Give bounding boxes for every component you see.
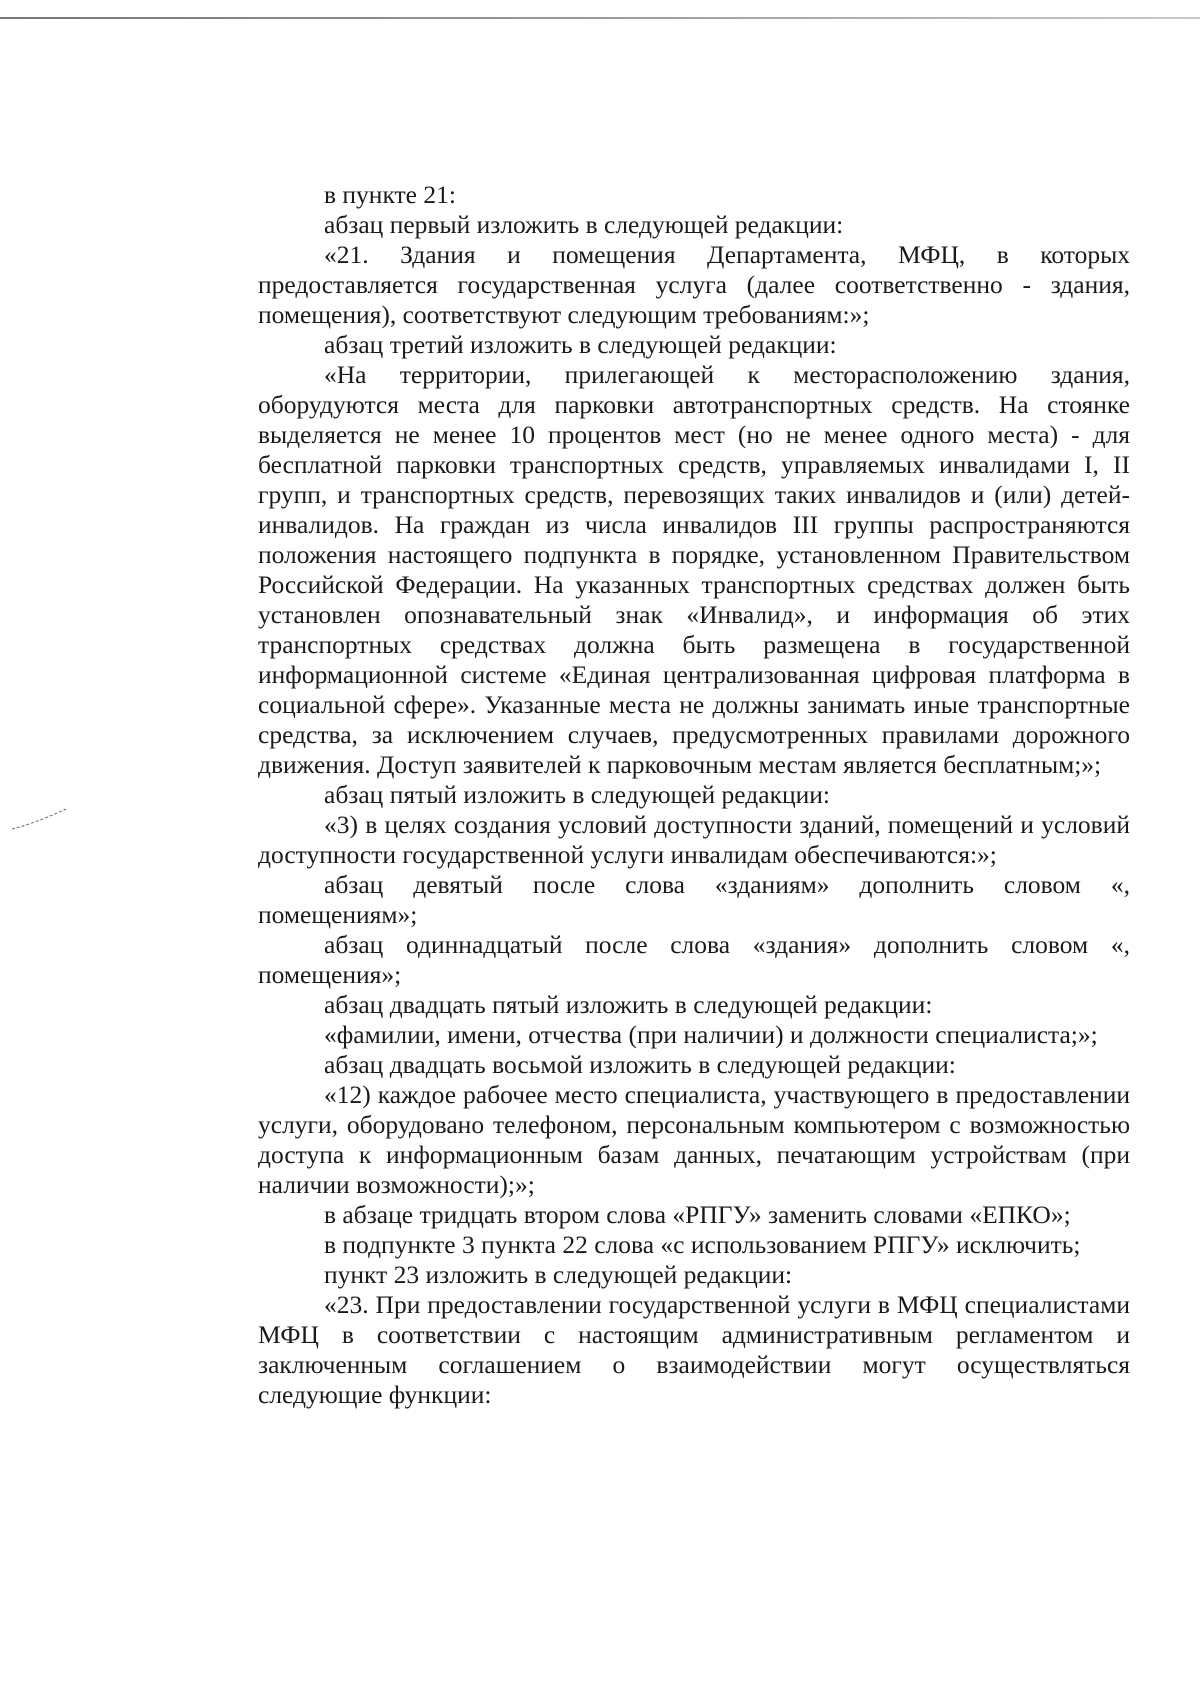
paragraph-third-abzac-instruction: абзац третий изложить в следующей редакции: bbox=[324, 330, 837, 359]
paragraph-accessibility-text: «3) в целях создания условий доступности зданий, помещений и условий доступности государственной услуги инвалидам обеспечиваются:»; bbox=[258, 810, 1130, 869]
paragraph-point-23-instruction: пункт 23 изложить в следующей редакции: bbox=[324, 1260, 793, 1289]
paragraph-fifth-abzac-instruction: абзац пятый изложить в следующей редакции: bbox=[324, 780, 830, 809]
paragraph-twenty-fifth-abzac-instruction: абзац двадцать пятый изложить в следующей редакции: bbox=[324, 990, 933, 1019]
scan-top-edge-line bbox=[0, 17, 1200, 19]
paragraph-point-22-instruction: в подпункте 3 пункта 22 слова «с использованием РПГУ» исключить; bbox=[324, 1230, 1081, 1259]
scan-stray-mark bbox=[10, 805, 70, 835]
document-body bbox=[258, 180, 1130, 1410]
paragraph-point-23-text: «23. При предоставлении государственной услуги в МФЦ специалистами МФЦ в соответствии с настоящим административным регламентом и заключенным соглашением о взаимодействии могут осуществляться следующие функции: bbox=[258, 1290, 1130, 1409]
paragraph-twenty-eighth-abzac-instruction: абзац двадцать восьмой изложить в следующей редакции: bbox=[324, 1050, 956, 1079]
paragraph-parking-text: «На территории, прилегающей к месторасположению здания, оборудуются места для парковки автотранспортных средств. На стоянке выделяется не менее 10 процентов мест (но не менее одного места) - для бесплатной парковки транспортных средств, управляемых инвалидами I, II групп, и транспортных средств, перевозящих таких инвалидов и (или) детей-инвалидов. На граждан из числа инвалидов III группы распространяются положения настоящего подпункта в порядке, установленном Правительством Российской Федерации. На указанных транспортных средствах должен быть установлен опознавательный знак «Инвалид», и информация об этих транспортных средствах должна быть размещена в государственной информационной системе «Единая централизованная цифровая платформа в социальной сфере». Указанные места не должны занимать иные транспортные средства, за исключением случаев, предусмотренных правилами дорожного движения. Доступ заявителей к парковочным местам является бесплатным;»; bbox=[258, 360, 1130, 779]
paragraph-specialist-name-text: «фамилии, имени, отчества (при наличии) и должности специалиста;»; bbox=[324, 1020, 1098, 1049]
paragraph-thirty-second-abzac-instruction: в абзаце тридцать втором слова «РПГУ» заменить словами «ЕПКО»; bbox=[324, 1200, 1071, 1229]
paragraph-eleventh-abzac-instruction: абзац одиннадцатый после слова «здания» дополнить словом «, помещения»; bbox=[258, 930, 1130, 989]
paragraph-point-21-intro: в пункте 21: bbox=[324, 180, 456, 209]
paragraph-workplace-text: «12) каждое рабочее место специалиста, участвующего в предоставлении услуги, оборудовано телефоном, персональным компьютером с возможностью доступа к информационным базам данных, печатающим устройствам (при наличии возможности);»; bbox=[258, 1080, 1130, 1199]
paragraph-ninth-abzac-instruction: абзац девятый после слова «зданиям» дополнить словом «, помещениям»; bbox=[258, 870, 1130, 929]
paragraph-point-21-text: «21. Здания и помещения Департамента, МФЦ, в которых предоставляется государственная услуга (далее соответственно - здания, помещения), соответствуют следующим требованиям:»; bbox=[258, 240, 1130, 329]
paragraph-first-abzac-instruction: абзац первый изложить в следующей редакции: bbox=[324, 210, 844, 239]
